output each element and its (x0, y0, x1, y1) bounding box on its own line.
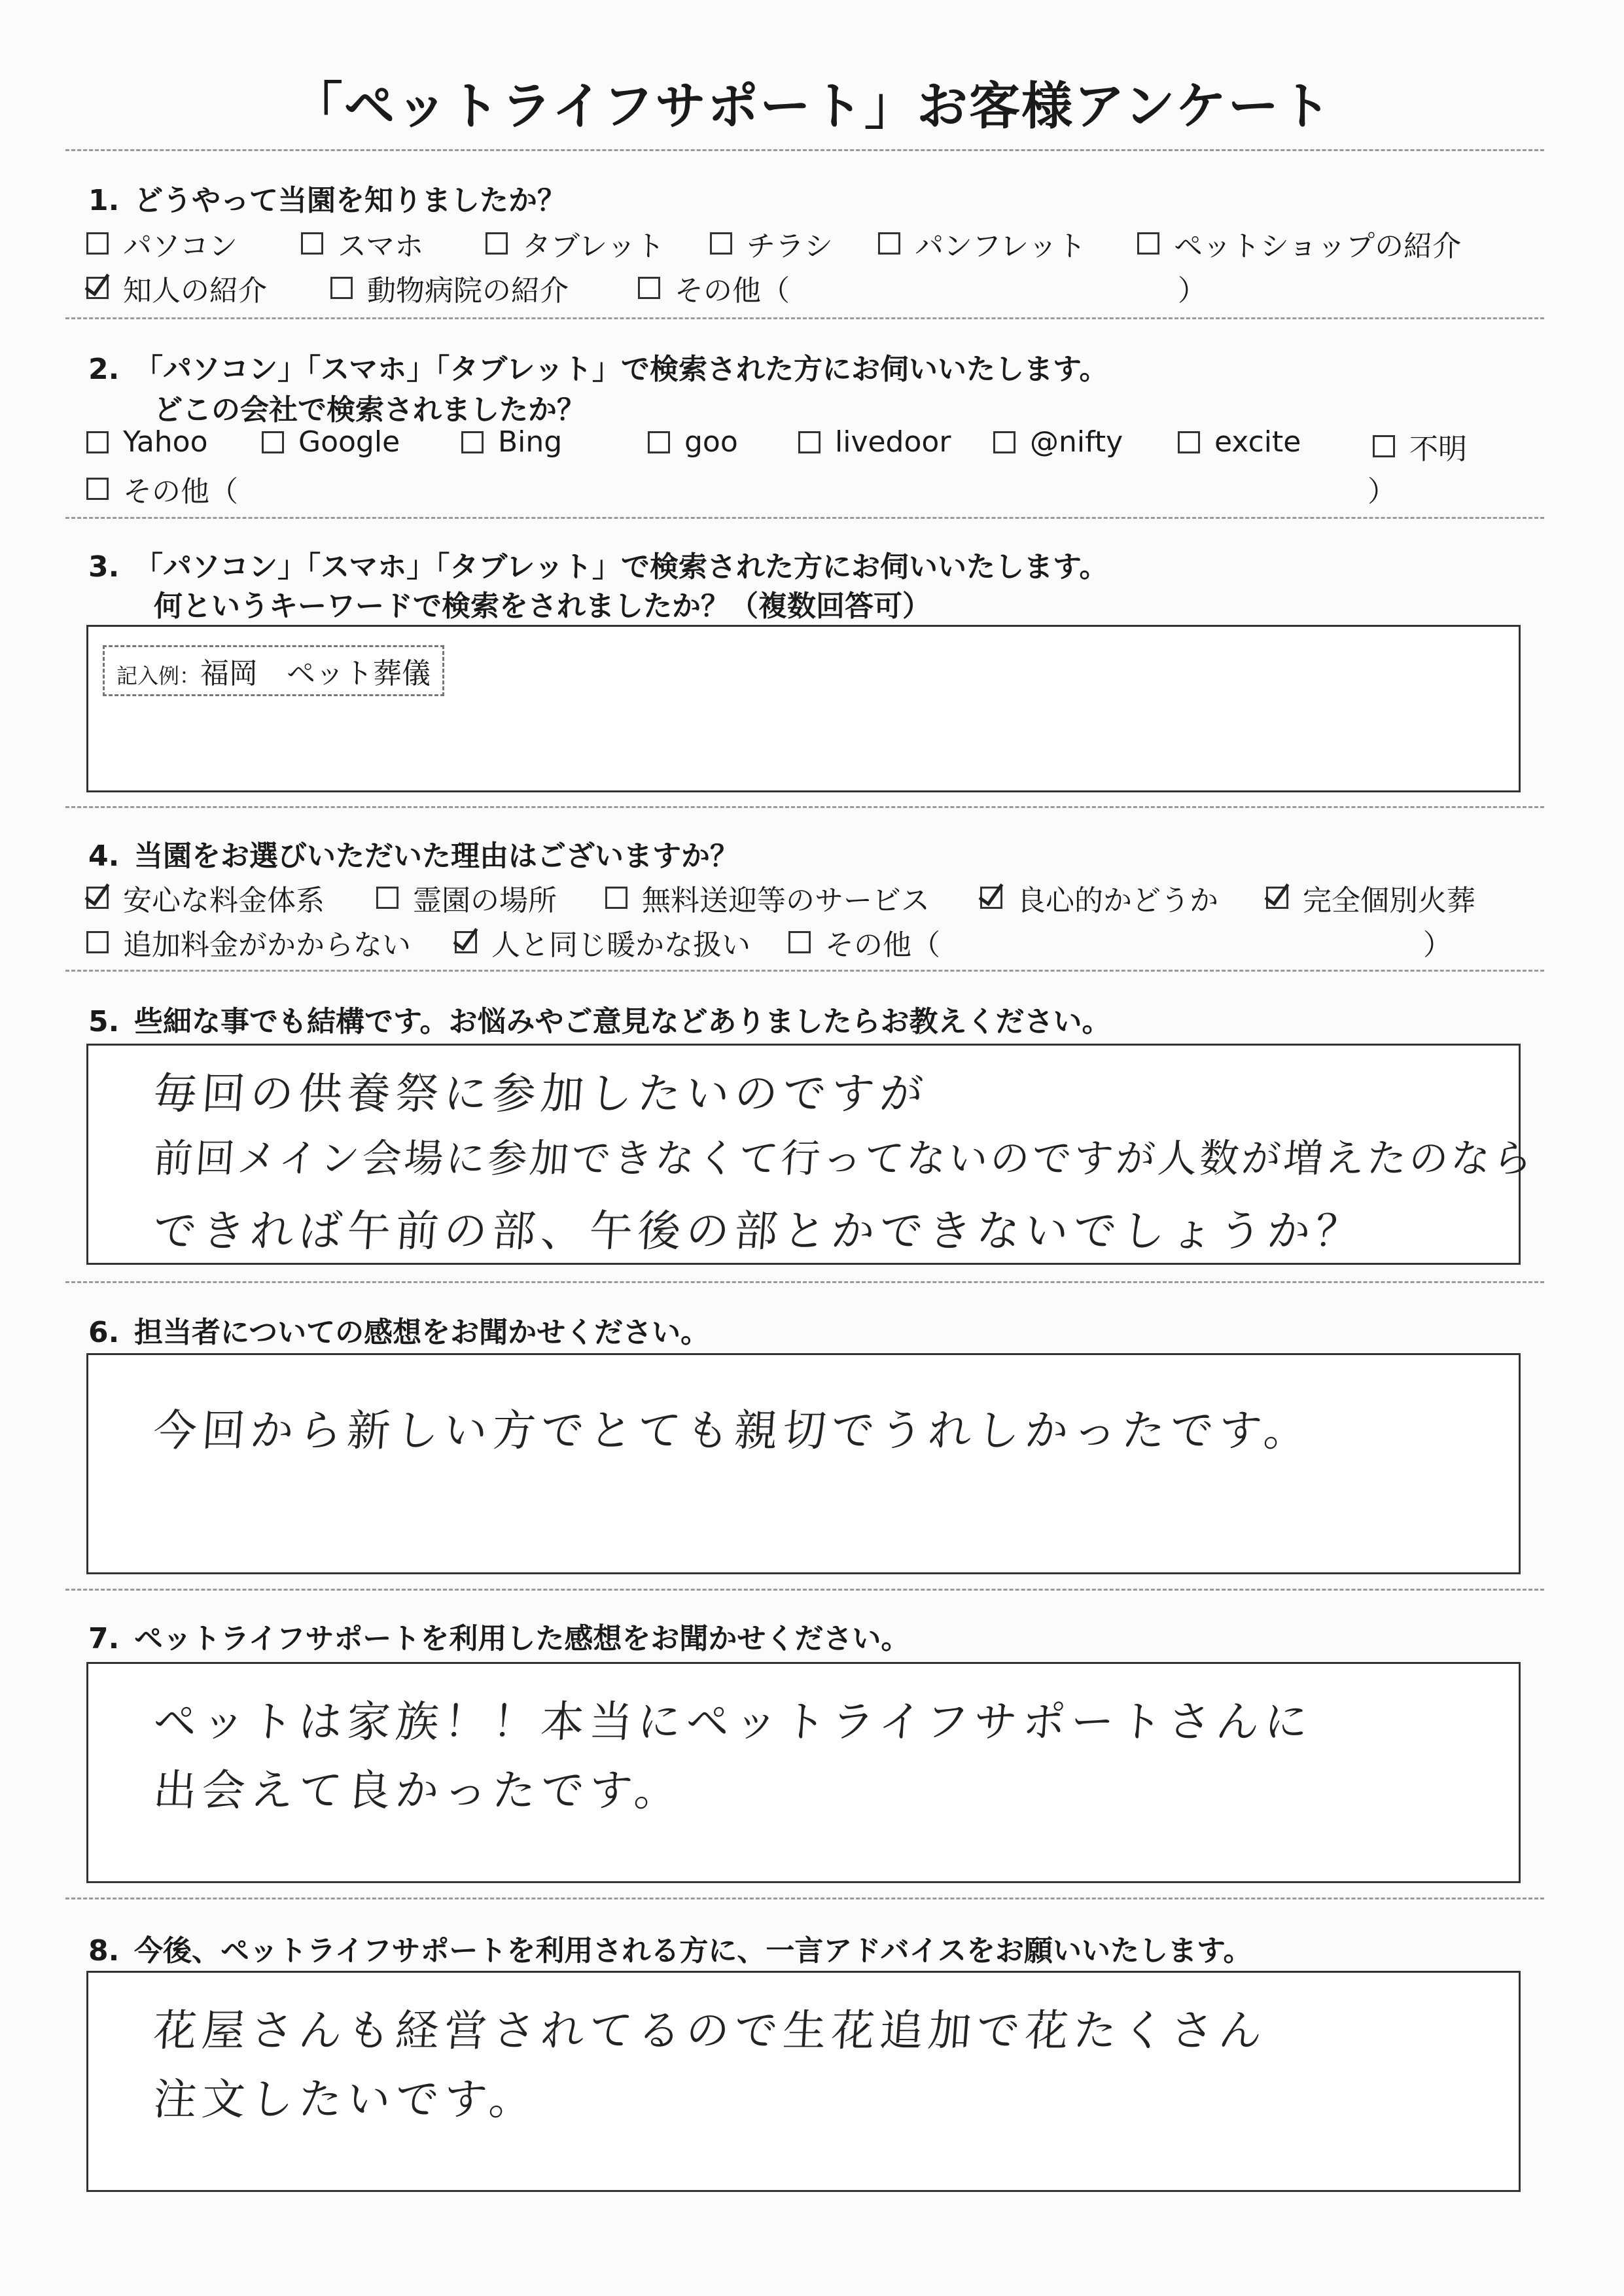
q5-text: 些細な事でも結構です。お悩みやご意見などありましたらお教えください。 (134, 1005, 1111, 1038)
divider (65, 517, 1544, 519)
q2-option-other[interactable] (86, 468, 238, 510)
q7-text: ペットライフサポートを利用した感想をお聞かせください。 (134, 1622, 910, 1655)
q2-option-google[interactable] (262, 425, 400, 459)
checkbox-icon[interactable] (1178, 431, 1200, 453)
checkbox-icon[interactable] (262, 431, 284, 453)
q8-answer-line: 花屋さんも経営されてるので生花追加で花たくさん (151, 2005, 1269, 2056)
checkbox-checked-icon[interactable] (980, 887, 1002, 909)
checkbox-checked-icon[interactable] (86, 277, 109, 299)
q2-text: 「パソコン」「スマホ」「タブレット」で検索された方にお伺いいたします。 (134, 353, 1108, 386)
q2-option-livedoor[interactable] (798, 425, 951, 459)
q1-option-label: パソコン (123, 230, 238, 263)
q4-question (88, 832, 739, 874)
checkbox-icon[interactable] (461, 431, 484, 453)
q8-number: 8. (88, 1934, 120, 1968)
q4-option-label: その他（ (825, 928, 940, 962)
q2-option-label: その他（ (123, 475, 238, 508)
q7-answer-line: 出会えて良かったです。 (151, 1765, 685, 1816)
q2-option-excite[interactable] (1178, 425, 1301, 459)
divider (65, 806, 1544, 808)
q1-number: 1. (88, 184, 120, 217)
q3-example-text: 福岡 ペット葬儀 (200, 657, 431, 690)
checkbox-icon[interactable] (86, 431, 109, 453)
checkbox-checked-icon[interactable] (86, 887, 109, 909)
q7-answer-line: ペットは家族！！本当にペットライフサポートさんに (151, 1697, 1315, 1747)
checkbox-icon[interactable] (993, 431, 1015, 453)
checkbox-icon[interactable] (878, 232, 900, 255)
checkbox-icon[interactable] (86, 931, 109, 953)
divider (65, 149, 1544, 151)
checkbox-icon[interactable] (485, 232, 508, 255)
q4-text: 当園をお選びいただいた理由はございますか？ (134, 839, 739, 873)
q1-option-petshop[interactable] (1137, 222, 1461, 264)
divider (65, 970, 1544, 972)
q6-answer-line: 今回から新しい方でとても親切でうれしかったです。 (151, 1405, 1315, 1456)
q1-option-pc[interactable] (86, 222, 238, 264)
q1-option-acquaintance[interactable] (86, 267, 267, 309)
q3-number: 3. (88, 550, 120, 584)
q2-option-label: goo (684, 425, 738, 459)
q2-option-label: excite (1214, 425, 1301, 459)
q4-option-conscientious[interactable] (980, 877, 1218, 919)
q1-option-tablet[interactable] (485, 222, 665, 264)
q4-option-label: 良心的かどうか (1017, 884, 1218, 917)
checkbox-icon[interactable] (376, 887, 398, 909)
q4-option-label: 追加料金がかからない (123, 928, 411, 962)
q1-option-label: チラシ (747, 230, 833, 263)
q6-number: 6. (88, 1316, 120, 1349)
q2-close-paren: ） (1368, 475, 1396, 508)
q2-option-yahoo[interactable] (86, 425, 208, 459)
q2-option-label: 不明 (1409, 433, 1467, 466)
q5-question (88, 998, 1110, 1040)
q3-question-line2: 何というキーワードで検索をされましたか？（複数回答可） (154, 590, 931, 623)
checkbox-icon[interactable] (605, 887, 627, 909)
q1-option-label: 知人の紹介 (123, 274, 267, 308)
q1-option-pamphlet[interactable] (878, 222, 1086, 264)
q1-option-label: ペットショップの紹介 (1174, 230, 1462, 263)
q2-option-label: @nifty (1030, 425, 1123, 459)
q4-option-label: 安心な料金体系 (123, 884, 325, 917)
q8-answer-line: 注文したいです。 (151, 2074, 540, 2125)
q2-question-line2: どこの会社で検索されましたか？ (154, 393, 586, 427)
q2-option-label: Yahoo (123, 425, 208, 459)
q2-option-label: Google (298, 425, 400, 459)
q2-option-bing[interactable] (461, 425, 562, 459)
q3-text: 「パソコン」「スマホ」「タブレット」で検索された方にお伺いいたします。 (134, 550, 1108, 584)
q7-number: 7. (88, 1622, 120, 1655)
q2-option-label: Bing (498, 425, 563, 459)
checkbox-checked-icon[interactable] (1266, 887, 1288, 909)
q1-option-label: スマホ (338, 230, 424, 263)
q1-option-label: 動物病院の紹介 (367, 274, 569, 308)
q7-answer-field[interactable] (86, 1662, 1521, 1883)
q4-option-no-extra-fee[interactable] (86, 921, 411, 963)
q3-example (103, 645, 444, 696)
checkbox-icon[interactable] (301, 232, 323, 255)
checkbox-icon[interactable] (798, 431, 821, 453)
q6-question (88, 1309, 709, 1351)
q1-question (88, 177, 566, 219)
q4-option-other[interactable] (788, 921, 940, 963)
q4-option-location[interactable] (376, 877, 557, 919)
q4-number: 4. (88, 839, 120, 873)
q1-option-smartphone[interactable] (301, 222, 423, 264)
checkbox-icon[interactable] (710, 232, 732, 255)
q1-option-vet[interactable] (330, 267, 569, 309)
q4-option-label: 霊園の場所 (413, 884, 557, 917)
q2-option-unknown[interactable] (1373, 425, 1467, 467)
checkbox-icon[interactable] (86, 478, 109, 500)
checkbox-icon[interactable] (1373, 435, 1395, 457)
checkbox-icon[interactable] (648, 431, 670, 453)
page-title: 「ペットライフサポート」お客様アンケート (291, 77, 1333, 136)
q3-answer-field[interactable] (86, 625, 1521, 792)
q7-question (88, 1615, 909, 1657)
q5-answer-line: 毎回の供養祭に参加したいのですが (151, 1069, 930, 1119)
checkbox-icon[interactable] (86, 232, 109, 255)
q4-option-individual[interactable] (1266, 877, 1475, 919)
q8-answer-field[interactable] (86, 1971, 1521, 2192)
q6-answer-field[interactable] (86, 1353, 1521, 1574)
q5-number: 5. (88, 1005, 120, 1038)
q1-option-other[interactable] (638, 267, 790, 309)
q8-question (88, 1927, 1252, 1969)
q6-text: 担当者についての感想をお聞かせください。 (134, 1316, 710, 1349)
q5-answer-field[interactable] (86, 1044, 1536, 1265)
q2-number: 2. (88, 353, 120, 386)
q2-option-label: livedoor (835, 425, 951, 459)
divider (65, 1589, 1544, 1591)
divider (65, 1898, 1544, 1899)
q2-question (88, 345, 1108, 387)
divider (65, 1281, 1544, 1283)
checkbox-icon[interactable] (1137, 232, 1159, 255)
checkbox-icon[interactable] (638, 277, 660, 299)
q1-close-paren: ） (1178, 274, 1207, 308)
checkbox-icon[interactable] (788, 931, 811, 953)
q4-option-label: 無料送迎等のサービス (642, 884, 930, 917)
q5-answer-line: できれば午前の部、午後の部とかできないでしょうか？ (151, 1206, 1366, 1256)
checkbox-checked-icon[interactable] (455, 931, 477, 953)
q4-option-warm-treatment[interactable] (455, 921, 750, 963)
checkbox-icon[interactable] (330, 277, 353, 299)
q1-text: どうやって当園を知りましたか？ (134, 184, 566, 217)
q2-option-goo[interactable] (648, 425, 738, 459)
q1-option-label: その他（ (675, 274, 790, 308)
q8-text: 今後、ペットライフサポートを利用される方に、一言アドバイスをお願いいたします。 (134, 1934, 1252, 1968)
q4-option-label: 人と同じ暖かな扱い (491, 928, 750, 962)
q3-question (88, 543, 1108, 585)
q4-close-paren: ） (1423, 928, 1452, 962)
q1-option-flyer[interactable] (710, 222, 833, 264)
q4-option-pricing[interactable] (86, 877, 325, 919)
q4-option-label: 完全個別火葬 (1303, 884, 1475, 917)
divider (65, 317, 1544, 319)
q2-option-nifty[interactable] (993, 425, 1123, 459)
q1-option-label: パンフレット (915, 230, 1086, 263)
q5-answer-line: 前回メイン会場に参加できなくて行ってないのですが人数が増えたのなら (152, 1136, 1536, 1182)
q4-option-pickup[interactable] (605, 877, 930, 919)
q1-option-label: タブレット (522, 230, 665, 263)
q3-example-label: 記入例： (116, 663, 201, 688)
